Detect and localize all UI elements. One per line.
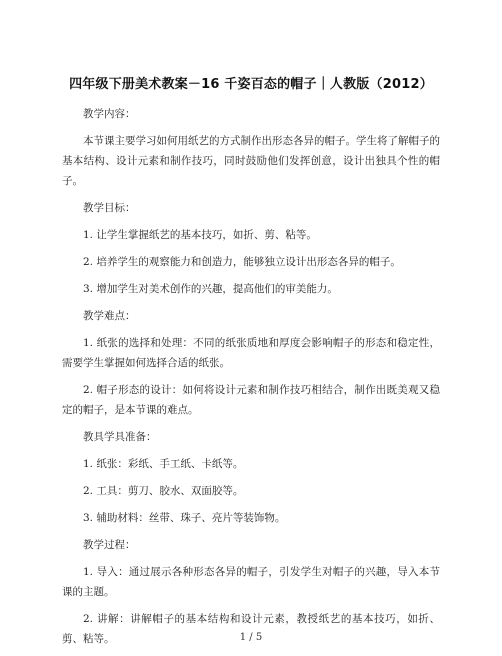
list-item: 1. 让学生掌握纸艺的基本技巧，如折、剪、粘等。 — [83, 229, 317, 241]
list-item: 2. 培养学生的观察能力和创造力，能够独立设计出形态各异的帽子。 — [83, 256, 401, 268]
document-body — [62, 104, 440, 656]
page-number: 1 / 5 — [239, 632, 263, 643]
section-heading: 教学目标： — [83, 202, 136, 214]
list-item: 2. 帽子形态的设计：如何将设计元素和制作技巧相结合，制作出既美观又稳定的帽子，是本节课的难点。 — [62, 384, 440, 416]
document-title: 四年级下册美术教案－16 千姿百态的帽子｜人教版（2012） — [69, 77, 433, 92]
list-item: 2. 讲解：讲解帽子的基本结构和设计元素，教授纸艺的基本技巧，如折、剪、粘等。 — [62, 613, 440, 645]
list-item: 3. 辅助材料：丝带、珠子、亮片等装饰物。 — [83, 512, 286, 524]
list-item: 1. 纸张的选择和处理：不同的纸张质地和厚度会影响帽子的形态和稳定性，需要学生掌握如何选择合适的纸张。 — [62, 337, 440, 369]
section-heading: 教具学具准备： — [83, 431, 157, 443]
paragraph: 本节课主要学习如何用纸艺的方式制作出形态各异的帽子。学生将了解帽子的基本结构、设计元素和制作技巧，同时鼓励他们发挥创意，设计出独具个性的帽子。 — [62, 135, 440, 187]
list-item: 3. 增加学生对美术创作的兴趣，提高他们的审美能力。 — [83, 283, 338, 295]
section-heading: 教学内容： — [83, 108, 136, 120]
list-item: 1. 导入：通过展示各种形态各异的帽子，引发学生对帽子的兴趣，导入本节课的主题。 — [62, 566, 440, 598]
list-item: 2. 工具：剪刀、胶水、双面胶等。 — [83, 485, 244, 497]
list-item: 1. 纸张：彩纸、手工纸、卡纸等。 — [83, 458, 244, 470]
section-heading: 教学难点： — [83, 310, 136, 322]
section-heading: 教学过程： — [83, 539, 136, 551]
